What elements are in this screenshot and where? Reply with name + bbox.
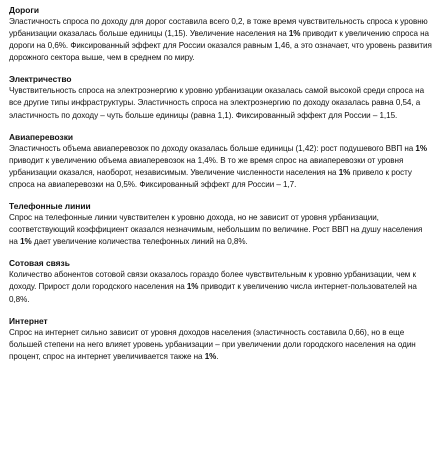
text-run: Количество абонентов сотовой связи оказалось гораздо более чувствительным к уровню урбанизации, чем к доходу. Прирост доли городского населения на xyxy=(9,270,417,292)
section-heading: Авиаперевозки xyxy=(9,131,74,142)
section-paragraph xyxy=(9,16,433,64)
section xyxy=(9,200,433,248)
text-run: приводит к увеличению объема авиаперевозок на 1,4%. В то же время спрос на авиаперевозки от уровня урбанизации оказался, наоборот, независимым. Увеличение численности населения на xyxy=(9,155,404,177)
section-heading: Интернет xyxy=(9,315,48,326)
bold-text-run: 1% xyxy=(288,29,301,39)
text-run: Чувствительность спроса на электроэнергию к уровню урбанизации оказалась самой высокой среди спроса на все другие типы инфраструктуры. Эластичность спроса на электроэнергию по доходу оказалась равна 0,54, а эластичность по доходу – чуть больше единицы (равна 1,1). Фиксированный эффект для России – 1,15. xyxy=(9,86,425,120)
section-paragraph xyxy=(9,327,433,363)
section-paragraph xyxy=(9,85,433,121)
bold-text-run: 1% xyxy=(204,351,217,361)
section-heading: Телефонные линии xyxy=(9,201,91,212)
text-run: приводит к увеличению спроса на дороги на 0,6%. Фиксированный эффект для России оказался равным 1,46, а это означает, что уровень развития дорожного сектора выше, чем в среднем по миру. xyxy=(9,29,432,63)
section xyxy=(9,315,433,363)
bold-text-run: 1% xyxy=(186,282,199,292)
section-heading: Сотовая связь xyxy=(9,258,70,269)
section xyxy=(9,73,433,121)
bold-text-run: 1% xyxy=(415,143,428,153)
section xyxy=(9,131,433,191)
text-run: приводит к увеличению числа интернет-пользователей на 0,8%. xyxy=(9,282,417,304)
text-run: привело к росту спроса на авиаперевозки на 0,5%. Фиксированный эффект для России – 1,7. xyxy=(9,167,412,189)
text-run: . xyxy=(216,351,219,361)
section-paragraph xyxy=(9,143,433,191)
text-run: Эластичность объема авиаперевозок по доходу оказалась больше единицы (1,42): рост подушевого ВВП на xyxy=(9,143,416,153)
section-paragraph xyxy=(9,269,433,305)
section-heading: Дороги xyxy=(9,5,40,15)
text-run: Спрос на интернет сильно зависит от уровня доходов населения (эластичность составила 0,66), но в еще большей степени на него влияет уровень урбанизации – при увеличении доли городского населения на один процент, спрос на интернет увеличивается также на xyxy=(9,327,416,361)
section xyxy=(9,4,433,64)
bold-text-run: 1% xyxy=(20,237,32,247)
section-heading: Электричество xyxy=(9,74,72,85)
bold-text-run: 1% xyxy=(338,167,351,177)
text-run: дает увеличение количества телефонных линий на 0,8%. xyxy=(31,237,248,247)
section-paragraph xyxy=(9,212,433,248)
section xyxy=(9,257,433,305)
text-run: Эластичность спроса по доходу для дорог составила всего 0,2, в тоже время чувствительность спроса к уровню урбанизации оказалась больше единицы (1,15). Увеличение населения на xyxy=(9,17,428,39)
text-run: Спрос на телефонные линии чувствителен к уровню дохода, но не зависит от уровня урбанизации, соответствующий коэффициент оказался незначимым, небольшим по величине. Рост ВВП на душу населения на xyxy=(9,213,423,247)
